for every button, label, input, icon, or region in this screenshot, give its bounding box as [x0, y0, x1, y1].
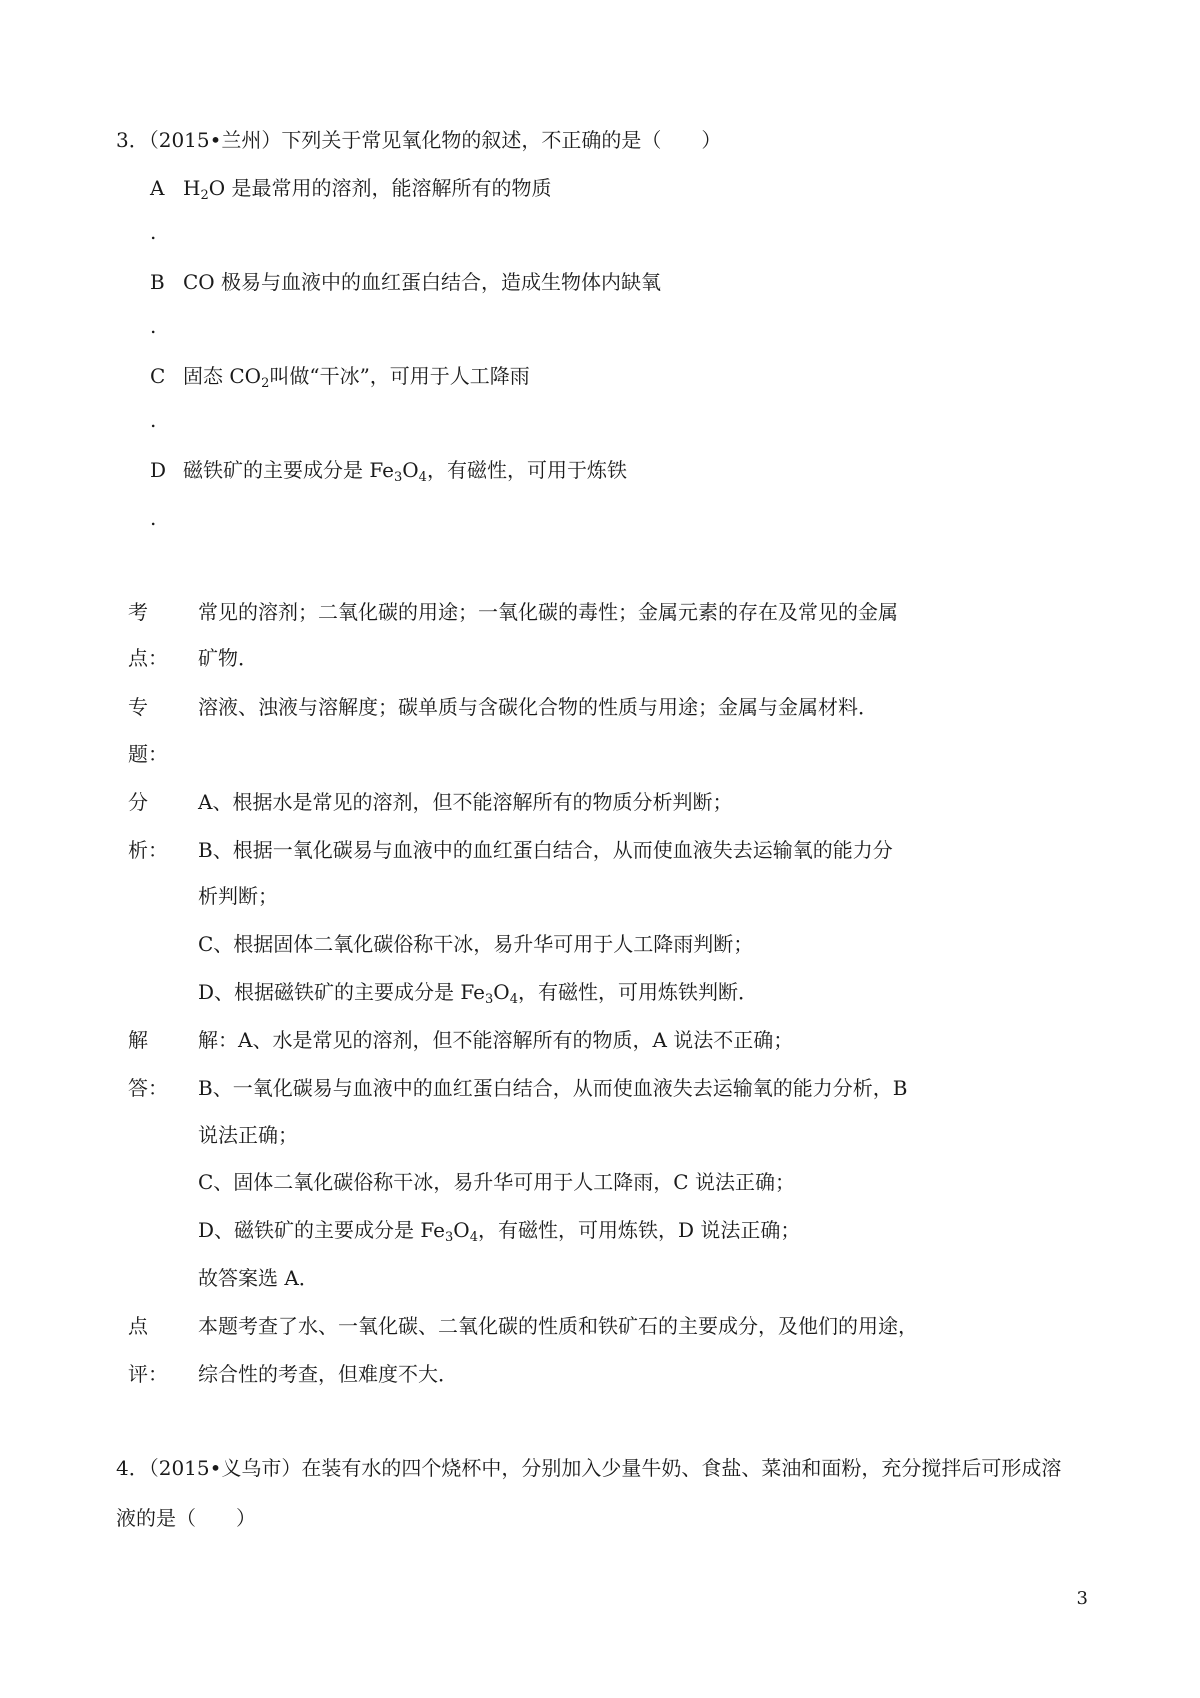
section-text: D、磁铁矿的主要成分是 $Fe_3O_4$，有磁性，可用炼铁，D 说法正确；	[198, 1218, 801, 1245]
section-text: 本题考查了水、一氧化碳、二氧化碳的性质和铁矿石的主要成分，及他们的用途，	[198, 1314, 918, 1338]
option-letter: A	[150, 176, 165, 200]
section-text: A、根据水是常见的溶剂，但不能溶解所有的物质分析判断；	[198, 790, 733, 814]
section-text: C、根据固体二氧化碳俗称干冰，易升华可用于人工降雨判断；	[198, 932, 754, 956]
section-label: 专	[128, 695, 148, 719]
option-text: CO 极易与血液中的血红蛋白结合，造成生物体内缺氧	[183, 270, 662, 294]
section-label: 解	[128, 1028, 148, 1052]
section-label: 点：	[128, 646, 168, 670]
question-4-line-2: 液的是（ ）	[116, 1506, 256, 1530]
option-letter: C	[150, 364, 166, 388]
section-text: 常见的溶剂；二氧化碳的用途；一氧化碳的毒性；金属元素的存在及常见的金属	[198, 600, 898, 624]
section-text: 矿物．	[198, 646, 258, 670]
section-label: 考	[128, 600, 148, 624]
question-3-title: 3．（2015•兰州）下列关于常见氧化物的叙述，不正确的是（ ）	[116, 128, 722, 152]
section-text: 析判断；	[198, 884, 278, 908]
section-text: 综合性的考查，但难度不大．	[198, 1362, 458, 1386]
question-4-line-1: 4．（2015•义乌市）在装有水的四个烧杯中，分别加入少量牛奶、食盐、菜油和面粉，充分搅拌后可形成溶	[116, 1456, 1062, 1480]
option-text: 磁铁矿的主要成分是 $Fe_3O_4$，有磁性，可用于炼铁	[183, 458, 627, 485]
option-dot: .	[150, 408, 157, 432]
option-text: 固态 $CO_2$叫做“干冰”，可用于人工降雨	[183, 364, 530, 391]
option-dot: .	[150, 506, 157, 530]
option-letter: B	[150, 270, 165, 294]
section-text: B、一氧化碳易与血液中的血红蛋白结合，从而使血液失去运输氧的能力分析，B	[198, 1076, 908, 1100]
option-dot: .	[150, 220, 157, 244]
section-label: 析：	[128, 838, 168, 862]
option-text: $H_2O$ 是最常用的溶剂，能溶解所有的物质	[183, 176, 552, 203]
section-text: 解：A、水是常见的溶剂，但不能溶解所有的物质，A 说法不正确；	[198, 1028, 794, 1052]
section-text: B、根据一氧化碳易与血液中的血红蛋白结合，从而使血液失去运输氧的能力分	[198, 838, 893, 862]
option-dot: .	[150, 314, 157, 338]
section-text: 说法正确；	[198, 1123, 298, 1147]
section-label: 题：	[128, 742, 168, 766]
section-text: 溶液、浊液与溶解度；碳单质与含碳化合物的性质与用途；金属与金属材料．	[198, 695, 878, 719]
section-text: D、根据磁铁矿的主要成分是 $Fe_3O_4$，有磁性，可用炼铁判断．	[198, 980, 758, 1007]
section-text: C、固体二氧化碳俗称干冰，易升华可用于人工降雨，C 说法正确；	[198, 1170, 795, 1194]
page-number: 3	[1076, 1588, 1088, 1609]
section-label: 评：	[128, 1362, 168, 1386]
section-label: 点	[128, 1314, 148, 1338]
section-label: 分	[128, 790, 148, 814]
section-text: 故答案选 A．	[198, 1266, 319, 1290]
option-letter: D	[150, 458, 167, 482]
section-label: 答：	[128, 1076, 168, 1100]
